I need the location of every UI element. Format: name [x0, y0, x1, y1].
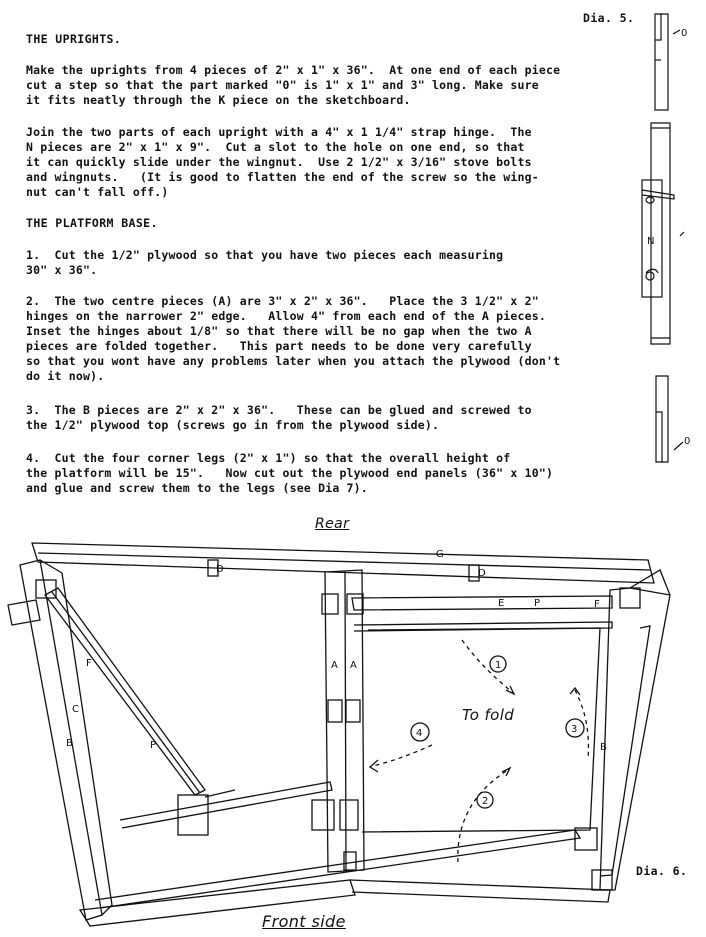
part-label-e: E: [498, 598, 505, 609]
text-line: N pieces are 2" x 1" x 9". Cut a slot to the hole on one end, so that: [26, 140, 525, 154]
part-label-p2: P: [150, 740, 157, 751]
part-label-d1: D: [216, 564, 224, 575]
text-line: 3. The B pieces are 2" x 2" x 36". These can be glued and screwed to: [26, 403, 532, 417]
step-number-1: 1: [495, 660, 502, 671]
text-line: the 1/2" plywood top (screws go in from the plywood side).: [26, 418, 440, 432]
text-line: 30" x 36".: [26, 263, 98, 277]
step-number-3: 3: [571, 724, 578, 735]
text-line: do it now).: [26, 369, 105, 383]
text-line: nut can't fall off.): [26, 185, 169, 199]
text-line: 4. Cut the four corner legs (2" x 1") so that the overall height of: [26, 451, 511, 465]
dia5-label: Dia. 5.: [583, 11, 635, 25]
text-line: 1. Cut the 1/2" plywood so that you have two pieces each measuring: [26, 248, 504, 262]
step-number-2: 2: [482, 796, 489, 807]
text-line: Make the uprights from 4 pieces of 2" x 1" x 36". At one end of each piece: [26, 63, 561, 77]
text-line: so that you wont have any problems later when you attach the plywood (don't: [26, 354, 561, 368]
fold-label: To fold: [462, 706, 515, 724]
part-label-f1: F: [86, 658, 92, 669]
part-label-b-left: B: [66, 738, 73, 749]
text-line: pieces are folded together. This part needs to be done very carefully: [26, 339, 532, 353]
part-label-c: C: [72, 704, 79, 715]
text-line: and wingnuts. (It is good to flatten the end of the screw so the wing-: [26, 170, 539, 184]
strap-mark-n: N: [647, 236, 655, 247]
uprights-heading: THE UPRIGHTS.: [26, 32, 122, 46]
part-label-a2: A: [350, 660, 357, 671]
text-line: it fits neatly through the K piece on the sketchboard.: [26, 93, 411, 107]
upright-mark-0-lower: 0: [684, 436, 691, 447]
part-label-g: G: [436, 549, 444, 560]
front-side-label: Front side: [262, 912, 346, 931]
part-label-f2: F: [594, 599, 600, 610]
part-label-b-right: B: [600, 742, 607, 753]
dia6-label: Dia. 6.: [636, 864, 688, 878]
text-line: cut a step so that the part marked "0" is 1" x 1" and 3" long. Make sure: [26, 78, 539, 92]
rear-label: Rear: [315, 516, 350, 532]
text-line: and glue and screw them to the legs (see Dia 7).: [26, 481, 368, 495]
part-label-p1: P: [534, 598, 541, 609]
text-line: the platform will be 15". Now cut out the plywood end panels (36" x 10"): [26, 466, 554, 480]
text-line: Inset the hinges about 1/8" so that there will be no gap when the two A: [26, 324, 532, 338]
step-number-4: 4: [416, 728, 423, 739]
platform-heading: THE PLATFORM BASE.: [26, 216, 158, 230]
text-line: 2. The two centre pieces (A) are 3" x 2" x 36". Place the 3 1/2" x 2": [26, 294, 539, 308]
part-label-a1: A: [331, 660, 338, 671]
text-line: hinges on the narrower 2" edge. Allow 4" from each end of the A pieces.: [26, 309, 547, 323]
text-line: it can quickly slide under the wingnut. Use 2 1/2" x 3/16" stove bolts: [26, 155, 532, 169]
upright-mark-0: 0: [681, 28, 688, 39]
text-line: Join the two parts of each upright with a 4" x 1 1/4" strap hinge. The: [26, 125, 532, 139]
part-label-d2: D: [478, 568, 486, 579]
